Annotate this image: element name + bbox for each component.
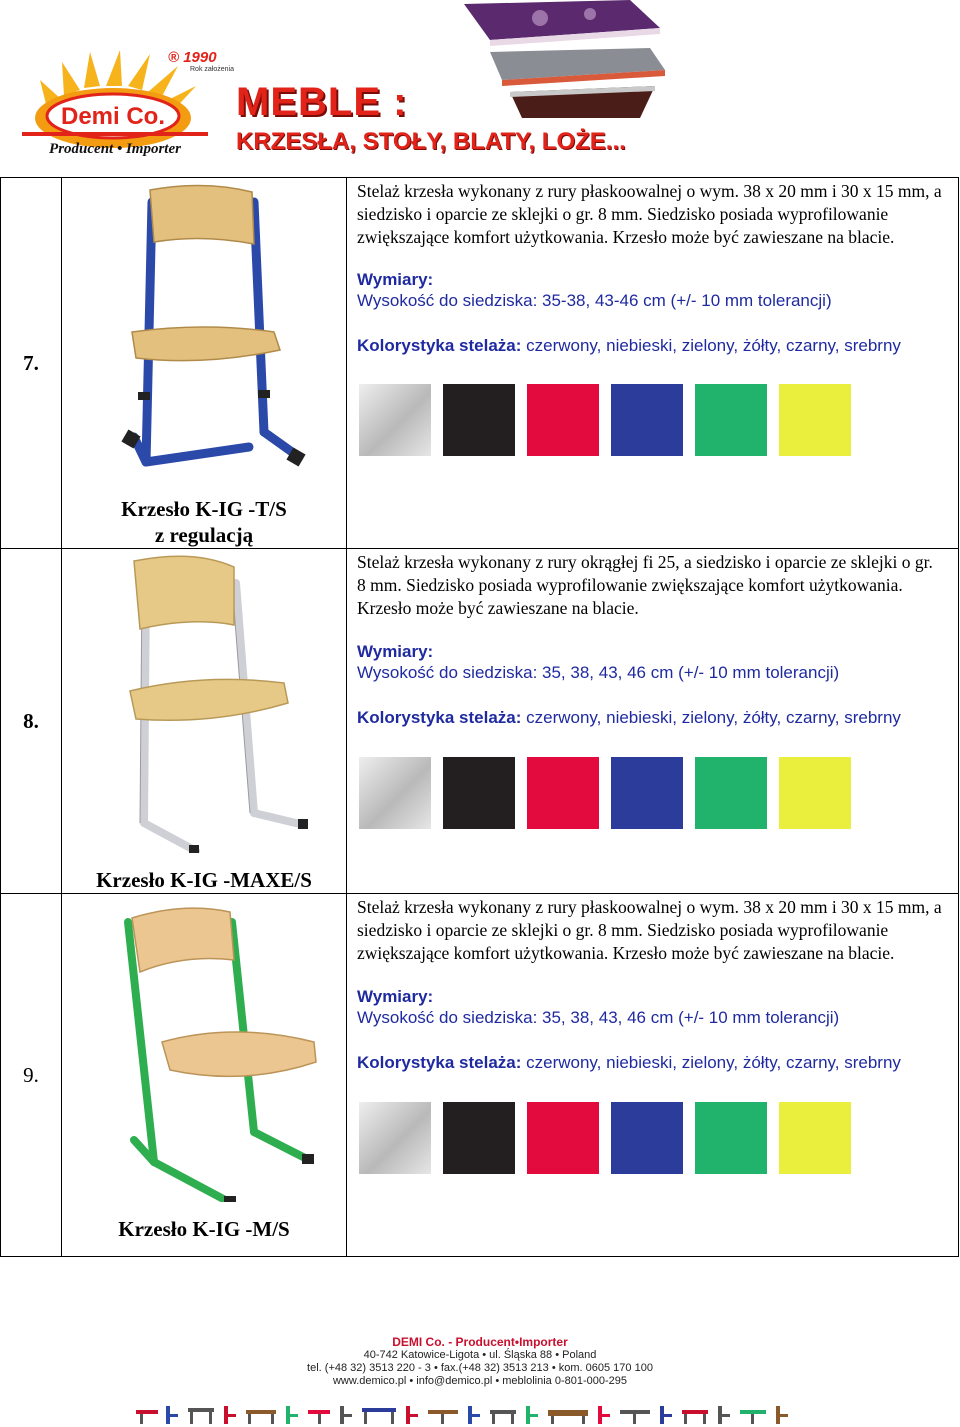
swatch-yellow [779,384,851,456]
item-number: 7. [1,178,62,549]
swatch-green [695,757,767,829]
frame-colors-label: Kolorystyka stelaża: [357,336,522,355]
chair-photo [84,553,324,853]
product-description: Stelaż krzesła wykonany z rury płaskoowalnej o wym. 38 x 20 mm i 30 x 15 mm, a siedzisko i oparcie ze sklejki o gr. 8 mm. Siedzisko posiada wyprofilowanie zwiększające komfort użytkowania. Krzesło może być zawieszane na blacie. [357,897,942,963]
swatch-red [527,384,599,456]
product-description-cell [347,178,959,549]
swatch-red [527,1102,599,1174]
page-subtitle: KRZESŁA, STOŁY, BLATY, LOŻE... [236,128,626,155]
product-description-cell [347,894,959,1257]
chair-photo [84,182,324,482]
dimensions-heading: Wymiary: [357,642,434,661]
product-caption: Krzesło K-IG -MAXE/S [96,868,312,892]
color-swatches [359,1102,944,1174]
frame-colors-list: czerwony, niebieski, zielony, żółty, czarny, srebrny [521,708,901,727]
product-caption: Krzesło K-IG -T/S [121,497,287,521]
frame-colors-list: czerwony, niebieski, zielony, żółty, czarny, srebrny [521,1053,901,1072]
swatch-blue [611,1102,683,1174]
frame-colors-label: Kolorystyka stelaża: [357,1053,522,1072]
logo-year-sub: Rok założenia [190,66,234,73]
dimensions-heading: Wymiary: [357,270,434,289]
product-description: Stelaż krzesła wykonany z rury okrągłej fi 25, a siedzisko i oparcie ze sklejki o gr. 8 mm. Siedzisko posiada wyprofilowanie zwiększające komfort użytkowania. Krzesło może być zawieszane na blacie. [357,552,933,618]
swatch-yellow [779,757,851,829]
frame-colors-label: Kolorystyka stelaża: [357,708,522,727]
product-description-cell [347,549,959,894]
chair-photo [84,902,324,1202]
product-table [0,177,959,1257]
product-image-cell [62,549,347,894]
product-caption: Krzesło K-IG -M/S [118,1217,290,1241]
logo-brand-text: Demi Co. [60,103,166,130]
swatch-silver [359,384,431,456]
dimensions-value: Wysokość do siedziska: 35, 38, 43, 46 cm (+/- 10 mm tolerancji) [357,1008,840,1027]
dimensions-heading: Wymiary: [357,987,434,1006]
tabletop-boards-image [450,0,680,120]
product-row [1,894,959,1257]
product-row [1,549,959,894]
frame-colors [357,707,944,729]
footer-web: www.demico.pl • info@demico.pl • meblolinia 0-801-000-295 [332,1375,627,1387]
color-swatches [359,384,944,456]
frame-colors-list: czerwony, niebieski, zielony, żółty, czarny, srebrny [521,336,901,355]
item-number: 8. [1,549,62,894]
swatch-silver [359,757,431,829]
demi-co-logo [18,40,238,160]
item-number: 9. [1,894,62,1257]
product-description: Stelaż krzesła wykonany z rury płaskoowalnej o wym. 38 x 20 mm i 30 x 15 mm, a siedzisko i oparcie ze sklejki o gr. 8 mm. Siedzisko posiada wyprofilowanie zwiększające komfort użytkowania. Krzesło może być zawieszane na blacie. [357,181,942,247]
footer-company: DEMI Co. - Producent•Importer [392,1335,568,1349]
swatch-black [443,384,515,456]
swatch-red [527,757,599,829]
swatch-yellow [779,1102,851,1174]
swatch-black [443,1102,515,1174]
dimensions-value: Wysokość do siedziska: 35-38, 43-46 cm (+/- 10 mm tolerancji) [357,291,832,310]
color-swatches [359,757,944,829]
product-row [1,178,959,549]
furniture-icons-strip [136,1400,796,1426]
logo-year: ® 1990 [168,49,217,66]
footer-address: 40-742 Katowice-Ligota • ul. Śląska 88 • Poland [363,1349,597,1361]
product-image-cell [62,894,347,1257]
swatch-black [443,757,515,829]
swatch-silver [359,1102,431,1174]
product-image-cell [62,178,347,549]
frame-colors [357,1052,944,1074]
product-caption-sub: z regulacją [154,523,254,547]
swatch-blue [611,757,683,829]
footer-phones: tel. (+48 32) 3513 220 - 3 • fax.(+48 32) 3513 213 • kom. 0605 170 100 [307,1362,653,1374]
swatch-blue [611,384,683,456]
swatch-green [695,384,767,456]
logo-tagline: Producent • Importer [49,141,181,157]
footer [0,1336,960,1388]
dimensions-value: Wysokość do siedziska: 35, 38, 43, 46 cm (+/- 10 mm tolerancji) [357,663,840,682]
page-title: MEBLE : [236,80,408,124]
frame-colors [357,335,944,357]
swatch-green [695,1102,767,1174]
